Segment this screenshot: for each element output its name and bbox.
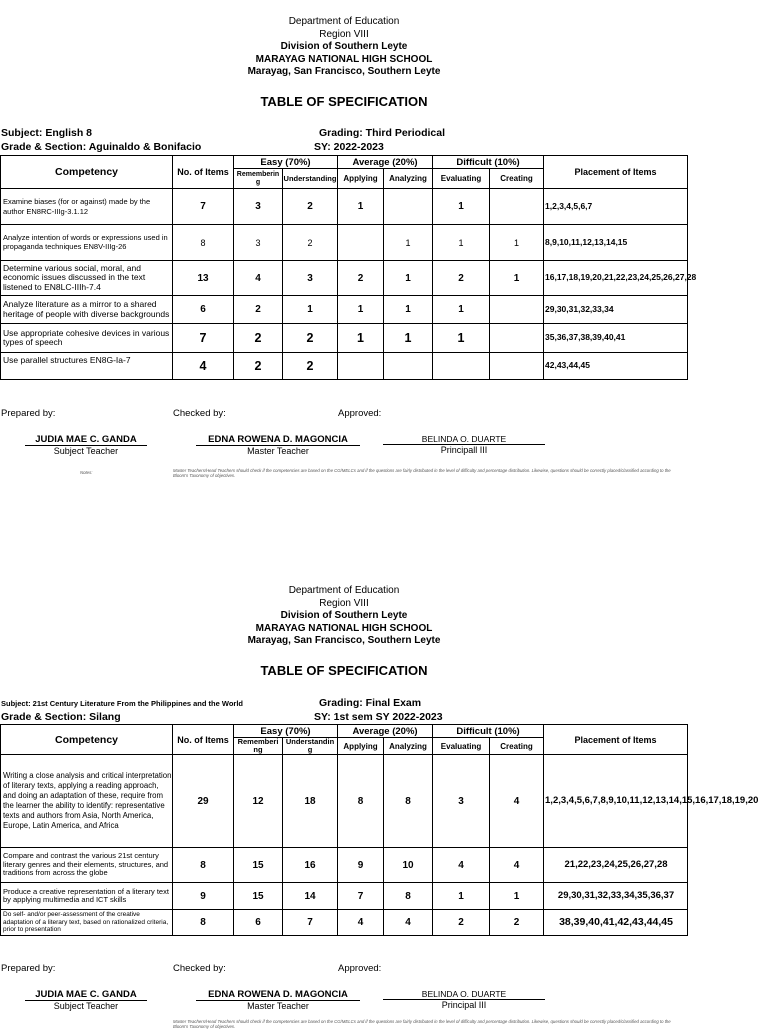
- division-label: Division of Southern Leyte: [280, 41, 408, 53]
- remembering-cell: 15: [234, 848, 283, 883]
- school-address: Marayag, San Francisco, Southern Leyte: [247, 635, 441, 647]
- approver-name: BELINDA O. DUARTE: [383, 989, 545, 1000]
- analyzing-cell: 8: [384, 883, 433, 910]
- no-of-items-header: No. of Items: [173, 156, 234, 189]
- competency-cell: Compare and contrast the various 21st century literary genres and their elements, structures, and traditions from across the globe: [1, 848, 173, 883]
- evaluating-cell: [433, 353, 490, 380]
- items-cell: 4: [173, 353, 234, 380]
- creating-cell: [490, 189, 544, 225]
- competency-cell: Analyze literature as a mirror to a shared heritage of people with diverse backgrounds: [1, 296, 173, 324]
- remembering-cell: 3: [234, 225, 283, 261]
- notes-text: Master Teachers/Head Teachers should check if the competencies are based on the CG/MELCs and if the questions are fairly distributed in the level of difficulty and percentage distribution. Likewise, questions should be correctly placed/classified according to the Bloom's Taxonomy of objectives.: [173, 468, 671, 478]
- easy-header: Easy (70%): [234, 156, 338, 169]
- applying-cell: 8: [338, 755, 384, 848]
- subject-label-2: Subject: 21st Century Literature From the Philippines and the World: [1, 699, 243, 708]
- preparer-title: Subject Teacher: [53, 446, 119, 456]
- understanding-cell: 1: [283, 296, 338, 324]
- specification-table-2: [0, 724, 759, 936]
- approved-label: Approved:: [338, 408, 382, 419]
- preparer-signature: [25, 989, 147, 1011]
- checker-signature: [196, 434, 360, 456]
- approver-name: BELINDA O. DUARTE: [383, 434, 545, 445]
- table-row: [1, 353, 688, 380]
- competency-cell: Determine various social, moral, and economic issues discussed in the text listened to EN8LC-IIIh-7.4: [1, 261, 173, 296]
- applying-cell: 2: [338, 261, 384, 296]
- department-label: Department of Education: [288, 585, 400, 596]
- understanding-cell: 2: [283, 324, 338, 353]
- competency-cell: Use appropriate cohesive devices in various types of speech: [1, 324, 173, 353]
- items-cell: 8: [173, 910, 234, 936]
- preparer-name: JUDIA MAE C. GANDA: [25, 989, 147, 1001]
- grade-section-label-2: Grade & Section: Silang: [1, 711, 121, 723]
- competency-cell: Do self- and/or peer-assessment of the creative adaptation of a literary text, based on rationalized criteria, prior to presentation: [1, 910, 173, 936]
- checker-signature: [196, 989, 360, 1011]
- checked-by-label: Checked by:: [173, 408, 226, 419]
- placement-cell: 42,43,44,45: [544, 353, 688, 380]
- understanding-cell: 18: [283, 755, 338, 848]
- region-label: Region VIII: [319, 28, 369, 40]
- applying-cell: 1: [338, 189, 384, 225]
- remembering-cell: 4: [234, 261, 283, 296]
- evaluating-cell: 1: [433, 296, 490, 324]
- grading-label-2: Grading: Final Exam: [319, 697, 422, 709]
- analyzing-header: Analyzing: [384, 738, 433, 755]
- approver-signature: [383, 434, 545, 455]
- creating-header: Creating: [490, 169, 544, 189]
- placement-cell: 1,2,3,4,5,6,7,8,9,10,11,12,13,14,15,16,17,18,19,20: [544, 755, 688, 848]
- competency-header: Competency: [1, 156, 173, 189]
- easy-header: Easy (70%): [234, 725, 338, 738]
- checker-title: Master Teacher: [247, 446, 309, 456]
- creating-cell: [490, 296, 544, 324]
- school-name: MARAYAG NATIONAL HIGH SCHOOL: [255, 53, 433, 65]
- analyzing-cell: 4: [384, 910, 433, 936]
- competency-cell: Use parallel structures EN8G-Ia-7: [1, 353, 173, 380]
- remembering-cell: 2: [234, 324, 283, 353]
- creating-cell: 4: [490, 848, 544, 883]
- school-header-2: [0, 585, 688, 648]
- placement-cell: 35,36,37,38,39,40,41: [544, 324, 688, 353]
- placement-header: Placement of Items: [544, 725, 688, 755]
- understanding-cell: 16: [283, 848, 338, 883]
- applying-cell: 1: [338, 324, 384, 353]
- checker-title: Master Teacher: [247, 1001, 309, 1011]
- competency-cell: Writing a close analysis and critical interpretation of literary texts, applying a reading approach, and doing an adaptation of these, require from the learner the ability to identify: representative texts and authors from Asia, North America, Europe, Latin America, and Africa: [1, 755, 173, 848]
- placement-cell: 21,22,23,24,25,26,27,28: [544, 848, 688, 883]
- checker-name: EDNA ROWENA D. MAGONCIA: [196, 989, 360, 1001]
- analyzing-cell: [384, 353, 433, 380]
- applying-header: Applying: [338, 738, 384, 755]
- understanding-header: Understandin g: [283, 738, 338, 755]
- checker-name: EDNA ROWENA D. MAGONCIA: [196, 434, 360, 446]
- table-row: [1, 189, 688, 225]
- remembering-cell: 6: [234, 910, 283, 936]
- creating-header: Creating: [490, 738, 544, 755]
- average-header: Average (20%): [338, 156, 433, 169]
- evaluating-cell: 1: [433, 189, 490, 225]
- subject-label-1: Subject: English 8: [1, 127, 93, 139]
- school-address: Marayag, San Francisco, Southern Leyte: [247, 66, 441, 78]
- placement-cell: 38,39,40,41,42,43,44,45: [544, 910, 688, 936]
- school-name: MARAYAG NATIONAL HIGH SCHOOL: [255, 622, 433, 634]
- evaluating-header: Evaluating: [433, 169, 490, 189]
- table-row: [1, 755, 688, 848]
- remembering-header: Rememberin g: [234, 169, 283, 189]
- analyzing-cell: 1: [384, 225, 433, 261]
- creating-cell: 1: [490, 883, 544, 910]
- placement-header: Placement of Items: [544, 156, 688, 189]
- department-label: Department of Education: [288, 16, 400, 27]
- preparer-signature: [25, 434, 147, 456]
- evaluating-cell: 1: [433, 324, 490, 353]
- applying-header: Applying: [338, 169, 384, 189]
- understanding-cell: 2: [283, 189, 338, 225]
- approver-title: Principall III: [440, 445, 488, 455]
- table-row: [1, 910, 688, 936]
- creating-cell: 1: [490, 261, 544, 296]
- items-cell: 8: [173, 225, 234, 261]
- approver-title: Principal III: [441, 1000, 487, 1010]
- applying-cell: 9: [338, 848, 384, 883]
- evaluating-cell: 3: [433, 755, 490, 848]
- items-cell: 9: [173, 883, 234, 910]
- remembering-cell: 3: [234, 189, 283, 225]
- grading-label-1: Grading: Third Periodical: [319, 127, 446, 139]
- creating-cell: 2: [490, 910, 544, 936]
- placement-cell: 1,2,3,4,5,6,7: [544, 189, 688, 225]
- competency-cell: Analyze intention of words or expressions used in propaganda techniques EN8V-IIIg-26: [1, 225, 173, 261]
- analyzing-cell: 1: [384, 324, 433, 353]
- remembering-cell: 2: [234, 353, 283, 380]
- analyzing-cell: 8: [384, 755, 433, 848]
- analyzing-cell: 10: [384, 848, 433, 883]
- prepared-by-label: Prepared by:: [1, 963, 56, 974]
- understanding-cell: 7: [283, 910, 338, 936]
- page-title-2: TABLE OF SPECIFICATION: [260, 663, 428, 678]
- applying-cell: 4: [338, 910, 384, 936]
- evaluating-cell: 4: [433, 848, 490, 883]
- table-row: [1, 848, 688, 883]
- placement-cell: 16,17,18,19,20,21,22,23,24,25,26,27,28: [544, 261, 688, 296]
- preparer-title: Subject Teacher: [53, 1001, 119, 1011]
- applying-cell: [338, 353, 384, 380]
- competency-header: Competency: [1, 725, 173, 755]
- creating-cell: [490, 353, 544, 380]
- applying-cell: 7: [338, 883, 384, 910]
- items-cell: 7: [173, 324, 234, 353]
- analyzing-cell: 1: [384, 261, 433, 296]
- remembering-header: Rememberi ng: [234, 738, 283, 755]
- specification-table-1: [0, 155, 697, 380]
- notes-text: Master Teachers/Head Teachers should check if the competencies are based on the CG/MELCs and if the questions are fairly distributed in the level of difficulty and percentage distribution. Likewise, questions should be correctly placed/classified according to the Bloom's Taxonomy of objectives.: [173, 1019, 671, 1029]
- sy-label-1: SY: 2022-2023: [314, 141, 384, 153]
- competency-cell: Examine biases (for or against) made by the author EN8RC-IIIg-3.1.12: [1, 189, 173, 225]
- division-label: Division of Southern Leyte: [280, 610, 408, 622]
- evaluating-cell: 1: [433, 883, 490, 910]
- items-cell: 13: [173, 261, 234, 296]
- preparer-name: JUDIA MAE C. GANDA: [25, 434, 147, 446]
- placement-cell: 29,30,31,32,33,34: [544, 296, 688, 324]
- understanding-cell: 3: [283, 261, 338, 296]
- understanding-cell: 2: [283, 353, 338, 380]
- approver-signature: [383, 989, 545, 1010]
- items-cell: 8: [173, 848, 234, 883]
- difficult-header: Difficult (10%): [433, 725, 544, 738]
- evaluating-header: Evaluating: [433, 738, 490, 755]
- evaluating-cell: 2: [433, 910, 490, 936]
- table-row: [1, 296, 688, 324]
- notes-label: Notes:: [80, 470, 93, 475]
- table-row: [1, 883, 688, 910]
- understanding-cell: 2: [283, 225, 338, 261]
- competency-cell: Produce a creative representation of a literary text by applying multimedia and ICT skills: [1, 883, 173, 910]
- analyzing-header: Analyzing: [384, 169, 433, 189]
- creating-cell: 1: [490, 225, 544, 261]
- table-row: [1, 324, 688, 353]
- placement-cell: 8,9,10,11,12,13,14,15: [544, 225, 688, 261]
- evaluating-cell: 2: [433, 261, 490, 296]
- applying-cell: [338, 225, 384, 261]
- remembering-cell: 12: [234, 755, 283, 848]
- creating-cell: [490, 324, 544, 353]
- table-row: [1, 225, 688, 261]
- items-cell: 7: [173, 189, 234, 225]
- page-title-1: TABLE OF SPECIFICATION: [260, 94, 428, 109]
- sy-label-2: SY: 1st sem SY 2022-2023: [314, 711, 443, 723]
- checked-by-label: Checked by:: [173, 963, 226, 974]
- applying-cell: 1: [338, 296, 384, 324]
- approved-label: Approved:: [338, 963, 382, 974]
- items-cell: 29: [173, 755, 234, 848]
- creating-cell: 4: [490, 755, 544, 848]
- items-cell: 6: [173, 296, 234, 324]
- prepared-by-label: Prepared by:: [1, 408, 56, 419]
- region-label: Region VIII: [319, 597, 369, 609]
- analyzing-cell: 1: [384, 296, 433, 324]
- remembering-cell: 2: [234, 296, 283, 324]
- average-header: Average (20%): [338, 725, 433, 738]
- evaluating-cell: 1: [433, 225, 490, 261]
- grade-section-label-1: Grade & Section: Aguinaldo & Bonifacio: [1, 141, 202, 153]
- no-of-items-header: No. of Items: [173, 725, 234, 755]
- placement-cell: 29,30,31,32,33,34,35,36,37: [544, 883, 688, 910]
- analyzing-cell: [384, 189, 433, 225]
- remembering-cell: 15: [234, 883, 283, 910]
- understanding-cell: 14: [283, 883, 338, 910]
- table-row: [1, 261, 688, 296]
- understanding-header: Understanding: [283, 169, 338, 189]
- difficult-header: Difficult (10%): [433, 156, 544, 169]
- school-header-1: [0, 16, 688, 79]
